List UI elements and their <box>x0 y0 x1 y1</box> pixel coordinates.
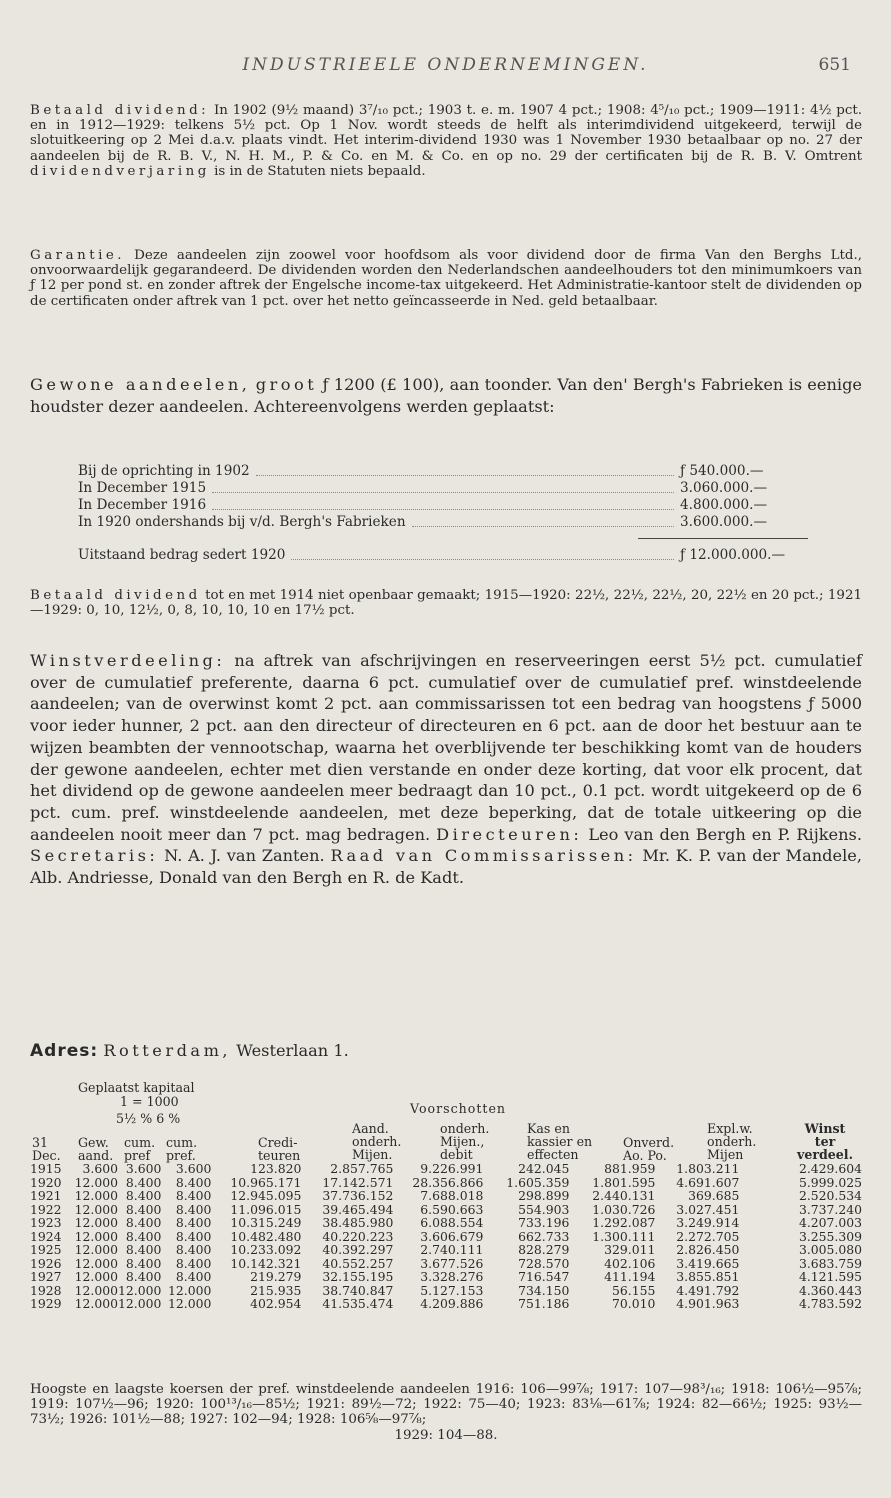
groot-label: groot <box>255 375 318 394</box>
table-cell: 716.547 <box>518 1269 570 1284</box>
table-cell: 751.186 <box>518 1296 570 1311</box>
table-row <box>30 1189 862 1203</box>
table-cell: 4.783.592 <box>798 1296 862 1311</box>
table-cell: 8.400 <box>175 1215 212 1230</box>
list-item: In December 1915 3.060.000.— <box>78 480 768 496</box>
dividendverjaring-label: dividendverjaring <box>30 163 210 179</box>
table-cell: 28.356.866 <box>412 1174 484 1190</box>
table-row <box>30 1216 862 1230</box>
col-header: Winst ter verdeel. <box>797 1121 853 1162</box>
outstanding-row: Uitstaand bedrag sedert 1920 ƒ 12.000.000.— <box>78 547 786 563</box>
table-cell: 1926 <box>30 1255 62 1271</box>
gewone-text: ƒ 1200 (£ 100), aan toonder. Van den' Bergh's Fabrieken is eenige houdster dezer aandeelen. Achtereenvolgens werden geplaatst: <box>30 375 863 416</box>
table-row <box>30 1243 862 1257</box>
table-cell: 12.000 <box>74 1255 118 1271</box>
page-number: 651 <box>818 55 851 75</box>
table-row <box>30 1257 862 1271</box>
table-cell: 8.400 <box>175 1228 212 1244</box>
betaald-dividend-label: Betaald dividend: <box>30 103 210 118</box>
table-cell: 8.400 <box>125 1174 162 1190</box>
table-cell: 3.419.665 <box>676 1255 740 1271</box>
table-cell: 3.855.851 <box>676 1269 740 1284</box>
gewone-label: Gewone aandeelen, <box>30 375 251 394</box>
raad-text: Mr. K. P. van der Mandele, Alb. Andriesse, Donald van den Bergh en R. de Kadt. <box>30 846 863 888</box>
table-cell: 3.677.526 <box>420 1255 484 1271</box>
table-cell: 1.605.359 <box>506 1174 570 1190</box>
table-cell: 881.959 <box>604 1161 656 1176</box>
table-cell: 10.315.249 <box>230 1215 302 1230</box>
table-cell: 215.935 <box>250 1282 302 1298</box>
table-cell: 3.600 <box>175 1161 212 1176</box>
table-cell: 242.045 <box>518 1161 570 1176</box>
table-cell: 8.400 <box>175 1255 212 1271</box>
table-cell: 4.209.886 <box>420 1296 484 1311</box>
betaald-dividend-text: In 1902 (9½ maand) 3⁷/₁₀ pct.; 1903 t. e. m. 1907 4 pct.; 1908: 4⁵/₁₀ pct.; 1909—1911: 4½ pct. en in 1912—1929: telkens 5½ pct. Op 1 Nov. wordt steeds de helft als interimdividend uitgekeerd, terwijl de slotuitkeering op 2 Mei d.a.v. plaats vindt. Het interim-dividend 1930 was 1 November 1930 betaalbaar op no. 27 der aandeelen bij de R. B. V., N. H. M., P. & Co. en M. & Co. en op no. 29 der certificaten bij de R. B. V. Omtrent <box>30 103 862 164</box>
table-cell: 3.600 <box>125 1161 162 1176</box>
table-cell: 38.485.980 <box>322 1215 394 1230</box>
table-cell: 1927 <box>30 1269 62 1284</box>
table-cell: 1.801.595 <box>592 1174 656 1190</box>
table-cell: 1923 <box>30 1215 62 1230</box>
table-cell: 1915 <box>30 1161 62 1176</box>
table-cell: 402.954 <box>250 1296 302 1311</box>
table-cell: 1928 <box>30 1282 62 1298</box>
secretaris-label: Secretaris: <box>30 846 159 866</box>
table-cell: 10.965.171 <box>230 1174 302 1190</box>
table-cell: 828.279 <box>518 1242 570 1257</box>
garantie-text: Deze aandeelen zijn zoowel voor hoofdsom als voor dividend door de firma Van den Berghs Ltd., onvoorwaardelijk gegarandeerd. De dividenden worden den Nederlandschen aandeelhouders tot den minimumkoers van ƒ 12 per pond st. en zonder aftrek der Engelsche income-tax uitgekeerd. Het Administratie-kantoor stelt de dividenden op de certificaten onder aftrek van 1 pct. over het netto geïncasseerde in Ned. geld betaalbaar. <box>30 248 863 309</box>
col-header: Aand. onderh. Mijen. <box>352 1121 402 1162</box>
garantie-label: Garantie. <box>30 248 126 263</box>
table-cell: 12.945.095 <box>230 1188 302 1203</box>
table-row <box>30 1284 862 1298</box>
betaald-dividend-paragraph <box>30 103 862 179</box>
table-cell: 4.691.607 <box>676 1174 740 1190</box>
table-row <box>30 1270 862 1284</box>
table-cell: 2.740.111 <box>420 1242 484 1257</box>
table-cell: 2.520.534 <box>798 1188 862 1203</box>
table-cell: 2.440.131 <box>592 1188 656 1203</box>
table-cell: 12.000 <box>74 1215 118 1230</box>
table-cell: 4.207.003 <box>798 1215 862 1230</box>
table-cell: 11.096.015 <box>230 1201 302 1217</box>
table-cell: 40.552.257 <box>322 1255 394 1271</box>
table-cell: 1.300.111 <box>592 1228 656 1244</box>
winstverdeeling-text: na aftrek van afschrijvingen en reserveeringen eerst 5½ pct. cumulatief over de cumulatief preferente, daarna 6 pct. cumulatief over de cumulatief pref. winstdeelende aandeelen; van de overwinst komt 2 pct. aan commissarissen tot een bedrag van hoogstens ƒ 5000 voor ieder hunner, 2 pct. aan den directeur of directeuren en 6 pct. aan de door het bestuur aan te wijzen beambten der vennootschap, waarna het overblijvende ter beschikking komt van de houders der gewone aandeelen, echter met dien verstande en onder deze korting, dat voor elk procent, dat het dividend op de gewone aandeelen meer bedraagt dan 10 pct., 0.1 pct. wordt uitgekeerd op de 6 pct. cum. pref. winstdeelende aandeelen, met deze beperking, dat de totale uitkeering op die aandeelen nooit meer dan 7 pct. mag bedragen. <box>30 651 862 844</box>
table-cell: 40.392.297 <box>322 1242 394 1257</box>
table-cell: 12.000 <box>74 1188 118 1203</box>
table-cell: 6.590.663 <box>420 1201 484 1217</box>
table-cell: 32.155.195 <box>322 1269 394 1284</box>
table-cell: 3.328.276 <box>420 1269 484 1284</box>
table-cell: 1922 <box>30 1201 62 1217</box>
table-cell: 9.226.991 <box>420 1161 484 1176</box>
adres-city: Rotterdam, <box>103 1041 232 1060</box>
col-header: cum. pref. <box>166 1135 198 1163</box>
table-cell: 733.196 <box>518 1215 570 1230</box>
table-cell: 4.491.792 <box>676 1282 740 1298</box>
garantie-paragraph <box>30 248 862 309</box>
table-cell: 3.683.759 <box>798 1255 862 1271</box>
winstverdeeling-paragraph <box>30 650 862 889</box>
table-cell: 12.000 <box>118 1282 162 1298</box>
table-cell: 10.482.480 <box>230 1228 302 1244</box>
table-cell: 2.857.765 <box>330 1161 394 1176</box>
table-cell: 8.400 <box>175 1188 212 1203</box>
col-header: Expl.w. onderh. Mijen <box>707 1121 757 1162</box>
running-title: INDUSTRIEELE ONDERNEMINGEN. <box>242 55 649 75</box>
table-cell: 38.740.847 <box>322 1282 394 1298</box>
table-cell: 70.010 <box>612 1296 656 1311</box>
table-header-geplaatst: Geplaatst kapitaal <box>78 1080 195 1095</box>
table-cell: 10.142.321 <box>230 1255 302 1271</box>
adres-street: Westerlaan 1. <box>236 1041 349 1060</box>
table-cell: 1.803.211 <box>676 1161 740 1176</box>
table-cell: 3.737.240 <box>798 1201 862 1217</box>
col-header: cum. pref <box>124 1135 156 1163</box>
secretaris-text: N. A. J. van Zanten. <box>164 846 325 866</box>
table-cell: 8.400 <box>175 1242 212 1257</box>
table-cell: 12.000 <box>74 1242 118 1257</box>
table-cell: 1929 <box>30 1296 62 1311</box>
page-header <box>0 55 891 81</box>
table-cell: 5.999.025 <box>798 1174 862 1190</box>
raad-label: Raad van Commissarissen: <box>330 846 637 866</box>
table-cell: 12.000 <box>118 1296 162 1311</box>
sum-rule <box>638 538 808 539</box>
table-cell: 8.400 <box>175 1201 212 1217</box>
table-cell: 662.733 <box>518 1228 570 1244</box>
table-cell: 12.000 <box>74 1174 118 1190</box>
table-cell: 123.820 <box>250 1161 302 1176</box>
table-cell: 2.826.450 <box>676 1242 740 1257</box>
col-header: Kas en kassier en effecten <box>527 1121 593 1162</box>
table-cell: 2.272.705 <box>676 1228 740 1244</box>
table-cell: 39.465.494 <box>322 1201 394 1217</box>
table-cell: 12.000 <box>74 1282 118 1298</box>
list-item: In December 1916 4.800.000.— <box>78 497 768 513</box>
table-cell: 12.000 <box>168 1296 212 1311</box>
koersen-paragraph <box>30 1382 862 1443</box>
table-cell: 40.220.223 <box>322 1228 394 1244</box>
table-cell: 8.400 <box>125 1201 162 1217</box>
table-cell: 8.400 <box>175 1269 212 1284</box>
table-cell: 8.400 <box>125 1228 162 1244</box>
table-cell: 219.279 <box>250 1269 302 1284</box>
table-cell: 6.088.554 <box>420 1215 484 1230</box>
table-cell: 1925 <box>30 1242 62 1257</box>
table-cell: 728.570 <box>518 1255 570 1271</box>
betaald-dividend-2-text: tot en met 1914 niet openbaar gemaakt; 1915—1920: 22½, 22½, 22½, 20, 22½ en 20 pct.; 1921—1929: 0, 10, 12½, 0, 8, 10, 10, 10 en 17½ pct. <box>30 588 862 619</box>
col-header: Credi- teuren <box>258 1135 301 1163</box>
table-cell: 8.400 <box>125 1255 162 1271</box>
table-cell: 8.400 <box>125 1188 162 1203</box>
table-cell: 56.155 <box>612 1282 656 1298</box>
table-row <box>30 1230 862 1244</box>
table-cell: 3.606.679 <box>420 1228 484 1244</box>
table-cell: 4.901.963 <box>676 1296 740 1311</box>
adres-line <box>30 1040 862 1063</box>
directeuren-text: Leo van den Bergh en P. Rijkens. <box>588 824 862 844</box>
table-cell: 17.142.571 <box>322 1174 394 1190</box>
table-cell: 8.400 <box>175 1174 212 1190</box>
dividendverjaring-text: is in de Statuten niets bepaald. <box>214 163 426 179</box>
table-cell: 12.000 <box>74 1201 118 1217</box>
list-item: Bij de oprichting in 1902 ƒ 540.000.— <box>78 463 764 479</box>
col-header: Gew. aand. <box>78 1135 114 1163</box>
gewone-aandeelen-paragraph <box>30 374 862 417</box>
betaald-dividend-2-label: Betaald dividend <box>30 588 201 603</box>
table-cell: 369.685 <box>688 1188 740 1203</box>
financial-table <box>30 1162 862 1311</box>
table-cell: 41.535.474 <box>322 1296 394 1311</box>
table-cell: 329.011 <box>604 1242 656 1257</box>
table-cell: 4.360.443 <box>798 1282 862 1298</box>
table-cell: 3.027.451 <box>676 1201 740 1217</box>
table-cell: 8.400 <box>125 1242 162 1257</box>
table-row <box>30 1176 862 1190</box>
table-cell: 10.233.092 <box>230 1242 302 1257</box>
table-cell: 12.000 <box>74 1269 118 1284</box>
table-cell: 298.899 <box>518 1188 570 1203</box>
table-cell: 1920 <box>30 1174 62 1190</box>
table-cell: 1.030.726 <box>592 1201 656 1217</box>
table-cell: 12.000 <box>74 1228 118 1244</box>
table-header-pct: 5½ % 6 % <box>116 1111 181 1126</box>
table-row <box>30 1297 862 1311</box>
table-cell: 1921 <box>30 1188 62 1203</box>
table-cell: 4.121.595 <box>798 1269 862 1284</box>
koersen-text: Hoogste en laagste koersen der pref. winstdeelende aandeelen 1916: 106—99⅞; 1917: 107—98³/₁₆; 1918: 106½—95⅞; 1919: 107½—96; 1920: 100¹³/₁₆—85½; 1921: 89½—72; 1922: 75—40; 1923: 83⅛—61⅞; 1924: 82—66½; 1925: 93½—73½; 1926: 101½—88; 1927: 102—94; 1928: 106⅝—97⅞; <box>30 1382 862 1428</box>
table-cell: 5.127.153 <box>420 1282 484 1298</box>
table-cell: 402.106 <box>604 1255 656 1271</box>
table-cell: 3.005.080 <box>798 1242 862 1257</box>
betaald-dividend-2-paragraph <box>30 588 862 618</box>
col-header: onderh. Mijen., debit <box>440 1121 490 1162</box>
table-cell: 2.429.604 <box>798 1161 862 1176</box>
table-cell: 411.194 <box>604 1269 656 1284</box>
placements-list <box>78 463 810 564</box>
table-cell: 1.292.087 <box>592 1215 656 1230</box>
directeuren-label: Directeuren: <box>436 824 583 844</box>
table-row <box>30 1162 862 1176</box>
table-cell: 3.249.914 <box>676 1215 740 1230</box>
table-cell: 7.688.018 <box>420 1188 484 1203</box>
winstverdeeling-label: Winstverdeeling: <box>30 651 226 670</box>
table-cell: 1924 <box>30 1228 62 1244</box>
table-row <box>30 1203 862 1217</box>
table-cell: 8.400 <box>125 1215 162 1230</box>
table-cell: 3.255.309 <box>798 1228 862 1244</box>
table-header-unit: 1 = 1000 <box>120 1094 179 1109</box>
col-header: Onverd. Ao. Po. <box>623 1135 675 1163</box>
col-header: 31 Dec. <box>32 1135 61 1163</box>
table-cell: 3.600 <box>82 1161 118 1176</box>
koersen-last: 1929: 104—88. <box>394 1427 498 1443</box>
list-item: In 1920 ondershands bij v/d. Bergh's Fabrieken 3.600.000.— <box>78 514 768 530</box>
table-cell: 734.150 <box>518 1282 570 1298</box>
table-cell: 12.000 <box>74 1296 118 1311</box>
table-cell: 12.000 <box>168 1282 212 1298</box>
table-cell: 37.736.152 <box>322 1188 394 1203</box>
table-cell: 554.903 <box>518 1201 570 1217</box>
adres-label: Adres: <box>30 1041 99 1061</box>
table-cell: 8.400 <box>125 1269 162 1284</box>
table-header-voorschotten: Voorschotten <box>410 1101 507 1116</box>
